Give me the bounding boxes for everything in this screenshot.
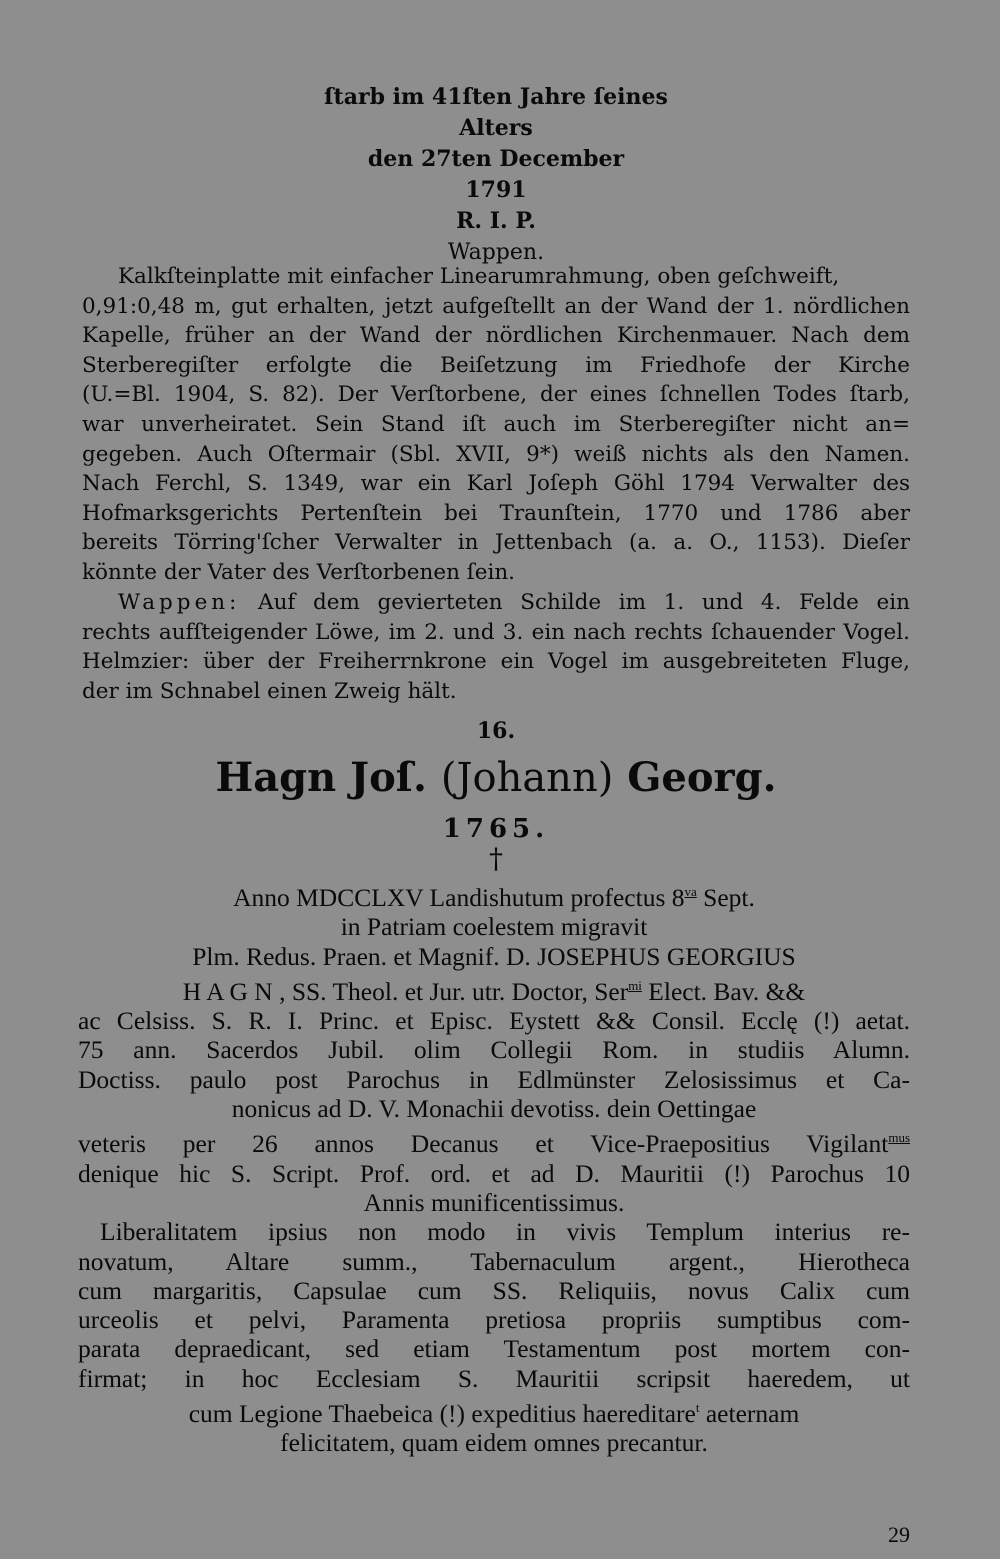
entry-year: 1765. [442, 814, 550, 844]
inscription-line: R. I. P. [456, 208, 536, 234]
arms-label: Wappen: [118, 590, 241, 615]
latin-line: veteris per 26 annos Decanus et Vice-Praepositius Vigilant$^{mus}$ [78, 1129, 910, 1159]
latin-line: denique hic S. Script. Prof. ord. et ad D. Mauritii (!) Parochus 10 [78, 1158, 910, 1188]
latin-line: felicitatem, quam eidem omnes precantur. [280, 1428, 708, 1458]
prose-line: war unverheiratet. Sein Stand iſt auch im Sterberegiſter nicht an= [82, 411, 910, 437]
prose-line: Wappen: Auf dem gevierteten Schilde im 1. und 4. Felde ein [118, 590, 910, 615]
prose-line: Hofmarksgerichts Pertenſtein bei Traunſtein, 1770 und 1786 aber [82, 500, 910, 526]
latin-line: nonicus ad D. V. Monachii devotiss. dein Oettingae [231, 1094, 757, 1124]
latin-line: 75 ann. Sacerdos Jubil. olim Collegii Rom. in studiis Alumn. [78, 1035, 910, 1065]
inscription-line: den 27ten December [367, 146, 625, 172]
latin-line: Liberalitatem ipsius non modo in vivis Templum interius re- [100, 1217, 910, 1247]
latin-line: urceolis et pelvi, Paramenta pretiosa propriis sumptibus com- [78, 1305, 910, 1335]
page-number: 29 [888, 1522, 910, 1547]
prose-line: könnte der Vater des Verſtorbenen ſein. [82, 559, 516, 585]
commentary-paragraph-2 [82, 588, 910, 706]
latin-line: parata depraedicant, sed etiam Testamentum post mortem con- [78, 1334, 910, 1364]
prose-line: Sterberegiſter erfolgte die Beiſetzung im Friedhofe der Kirche [82, 352, 910, 378]
latin-line: in Patriam coelestem migravit [340, 912, 648, 942]
inscription-line: 1791 [465, 177, 527, 203]
prose-line: Kalkſteinplatte mit einfacher Linearumrahmung, oben geſchweift, [118, 264, 840, 289]
latin-line: ac Celsiss. S. R. I. Princ. et Episc. Eystett && Consil. Ecclę (!) aetat. [78, 1006, 910, 1036]
prose-line: der im Schnabel einen Zweig hält. [82, 678, 457, 704]
commentary-paragraph-1 [82, 262, 910, 588]
inscription-line: Alters [459, 115, 533, 141]
heading-name-a: Hagn Joſ. [215, 754, 427, 801]
prose-line: Helmzier: über der Freiherrnkrone ein Vogel im ausgebreiteten Fluge, [82, 649, 910, 675]
latin-line: cum margaritis, Capsulae cum SS. Reliquiis, novus Calix cum [78, 1275, 910, 1305]
prose-line: Nach Ferchl, S. 1349, war ein Karl Joſeph Göhl 1794 Verwalter des [82, 471, 910, 497]
latin-line: Doctiss. paulo post Parochus in Edlmünster Zelosissimus et Ca- [78, 1064, 910, 1094]
inscription-line: Wappen. [447, 240, 545, 265]
latin-line: H A G N , SS. Theol. et Jur. utr. Doctor, Ser$^{mi}$ Elect. Bav. && [182, 976, 806, 1006]
latin-line: Plm. Redus. Praen. et Magnif. D. JOSEPHUS GEORGIUS [192, 941, 796, 971]
inscription-ending [82, 82, 910, 268]
cross-icon: † [489, 842, 503, 875]
entry-number: 16. [476, 718, 516, 744]
latin-line: novatum, Altare summ., Tabernaculum argent., Hierotheca [78, 1246, 910, 1276]
entry-heading [82, 754, 910, 801]
heading-name-b: Georg. [627, 754, 777, 801]
prose-line: (U.=Bl. 1904, S. 82). Der Verſtorbene, der eines ſchnellen Todes ſtarb, [82, 382, 910, 408]
latin-line: cum Legione Thaebeica (!) expeditius haereditare$^t$ aeternam [188, 1399, 800, 1429]
latin-inscription [78, 877, 910, 1458]
latin-line: Annis munificentissimus. [363, 1187, 625, 1217]
heading-name-paren: (Johann) [440, 755, 614, 801]
prose-line: rechts aufſteigender Löwe, im 2. und 3. ein nach rechts ſchauender Vogel. [82, 619, 910, 645]
prose-line: bereits Törring'ſcher Verwalter in Jettenbach (a. a. O., 1153). Dieſer [82, 530, 910, 556]
prose-line: 0,91:0,48 m, gut erhalten, jetzt aufgeſtellt an der Wand der 1. nördlichen [82, 293, 910, 319]
prose-line: Kapelle, früher an der Wand der nördlichen Kirchenmauer. Nach dem [82, 323, 910, 349]
inscription-line: ſtarb im 41ſten Jahre ſeines [324, 84, 668, 110]
latin-line: firmat; in hoc Ecclesiam S. Mauritii scripsit haeredem, ut [78, 1363, 910, 1393]
prose-line: gegeben. Auch Oſtermair (Sbl. XVII, 9*) weiß nichts als den Namen. [82, 441, 910, 467]
latin-line: Anno MDCCLXV Landishutum profectus $8^{va}$ Sept. [233, 883, 755, 912]
